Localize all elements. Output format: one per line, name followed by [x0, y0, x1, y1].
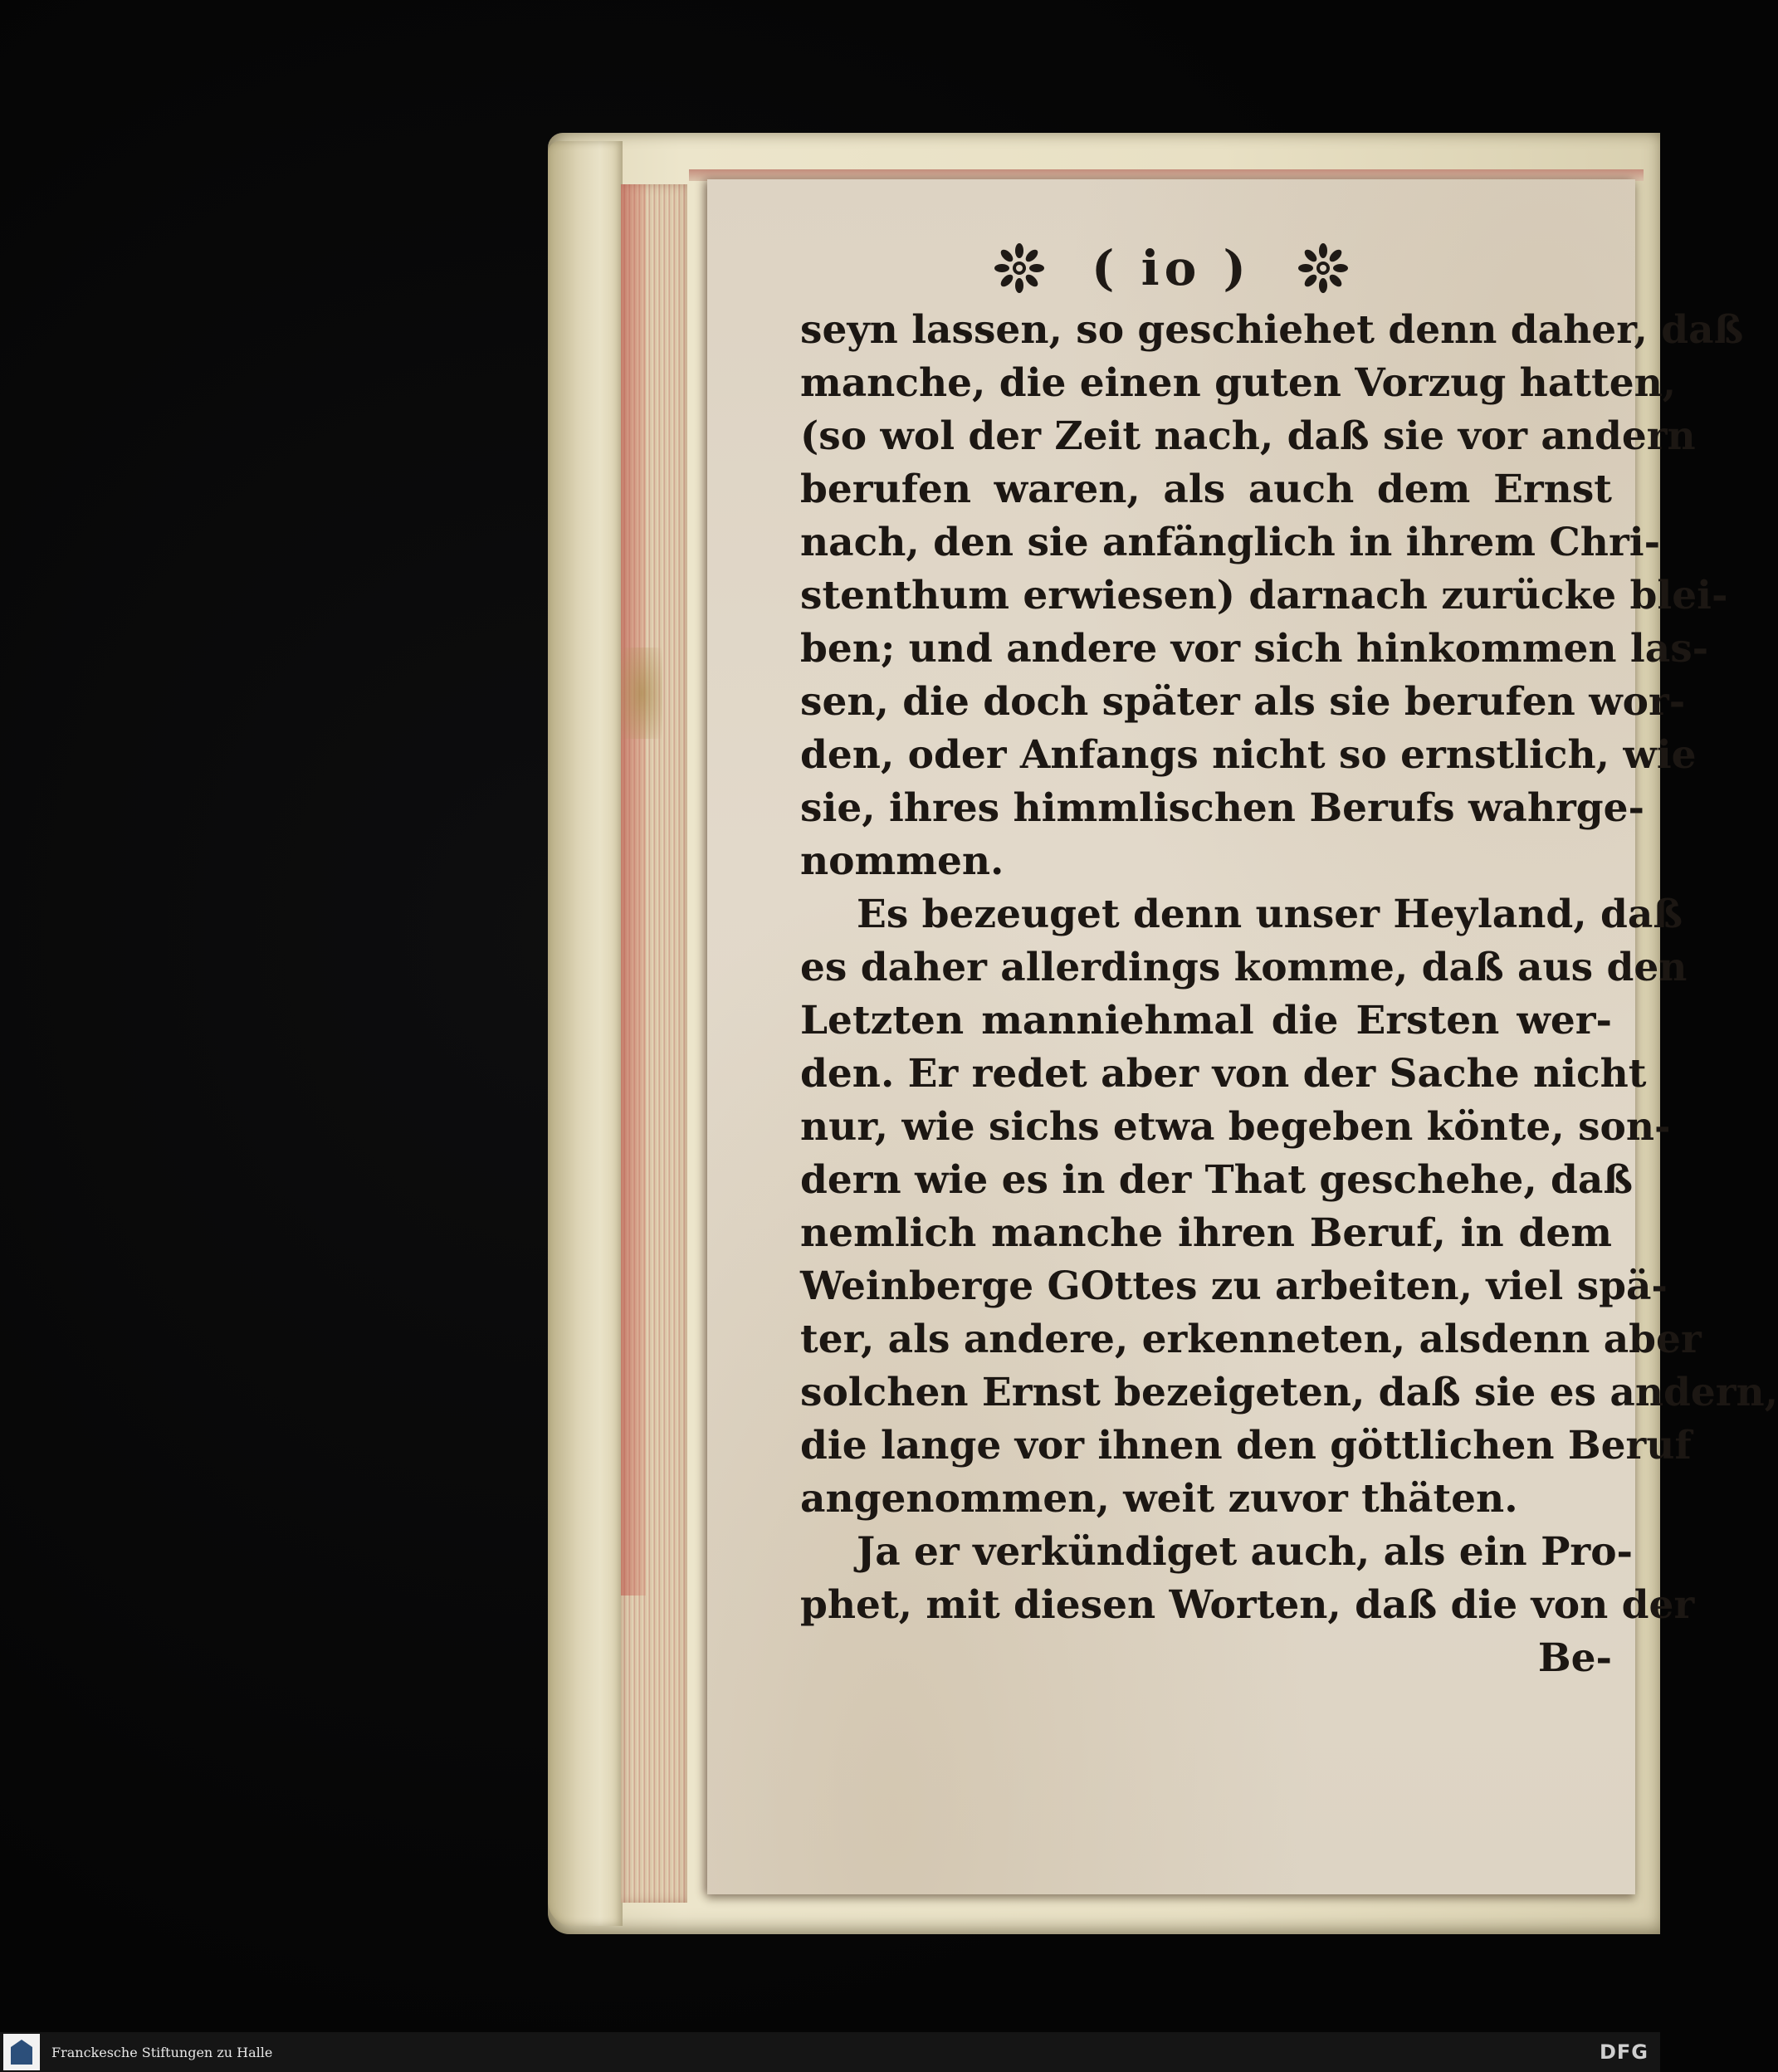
institution-logo[interactable]: [3, 2034, 40, 2070]
page-header: [707, 231, 1635, 305]
text-line: manche, die einen guten Vorzug hatten,: [800, 360, 1677, 406]
text-line: nemlich manche ihren Beruf, in dem: [800, 1210, 1612, 1256]
text-line: phet, mit diesen Worten, daß die von der: [800, 1582, 1695, 1628]
text-line: nommen.: [800, 838, 1004, 884]
body-text: [800, 304, 1778, 1685]
text-line: stenthum erwiesen) darnach zurücke blei-: [800, 573, 1728, 618]
building-icon: [11, 2040, 32, 2065]
text-line: ben; und andere vor sich hinkommen las-: [800, 626, 1709, 672]
text-line: den. Er redet aber von der Sache nicht: [800, 1051, 1647, 1097]
text-line: seyn lassen, so geschiehet denn daher, daß: [800, 307, 1744, 353]
institution-name: Franckesche Stiftungen zu Halle: [51, 2044, 273, 2060]
book-page: [707, 179, 1778, 1894]
book-spine: [548, 141, 623, 1926]
text-line: Ja er verkündiget auch, als ein Pro-: [857, 1529, 1634, 1575]
viewer-footer: [0, 2032, 1660, 2072]
text-line: dern wie es in der That geschehe, daß: [800, 1157, 1634, 1203]
catchword: Be-: [1537, 1635, 1612, 1681]
text-line: Letzten manniehmal die Ersten wer-: [800, 998, 1612, 1043]
text-line: berufen waren, als auch dem Ernst: [800, 467, 1612, 512]
dfg-logo[interactable]: DFG: [1599, 2040, 1649, 2064]
text-line: sie, ihres himmlischen Berufs wahrge-: [800, 785, 1645, 831]
red-edge-stain: [621, 184, 646, 1596]
text-line: Es bezeuget denn unser Heyland, daß: [857, 892, 1683, 937]
text-line: ter, als andere, erkenneten, alsdenn aber: [800, 1317, 1702, 1362]
flower-ornament-icon: [994, 242, 1045, 294]
text-line: sen, die doch später als sie berufen wor-: [800, 679, 1686, 725]
text-line: die lange vor ihnen den göttlichen Beruf: [800, 1423, 1692, 1468]
text-line: nur, wie sichs etwa begeben könte, son-: [800, 1104, 1671, 1150]
text-line: angenommen, weit zuvor thäten.: [800, 1476, 1518, 1522]
flower-ornament-icon: [1297, 242, 1349, 294]
page-number: ( io ): [1092, 240, 1251, 296]
text-line: es daher allerdings komme, daß aus den: [800, 945, 1688, 990]
paper-stain: [621, 648, 662, 739]
text-line: solchen Ernst bezeigeten, daß sie es andern,: [800, 1370, 1778, 1415]
text-line: (so wol der Zeit nach, daß sie vor andern: [800, 413, 1696, 459]
text-line: den, oder Anfangs nicht so ernstlich, wie: [800, 732, 1697, 778]
text-line: Weinberge GOttes zu arbeiten, viel spä-: [800, 1263, 1668, 1309]
text-line: nach, den sie anfänglich in ihrem Chri-: [800, 520, 1661, 565]
